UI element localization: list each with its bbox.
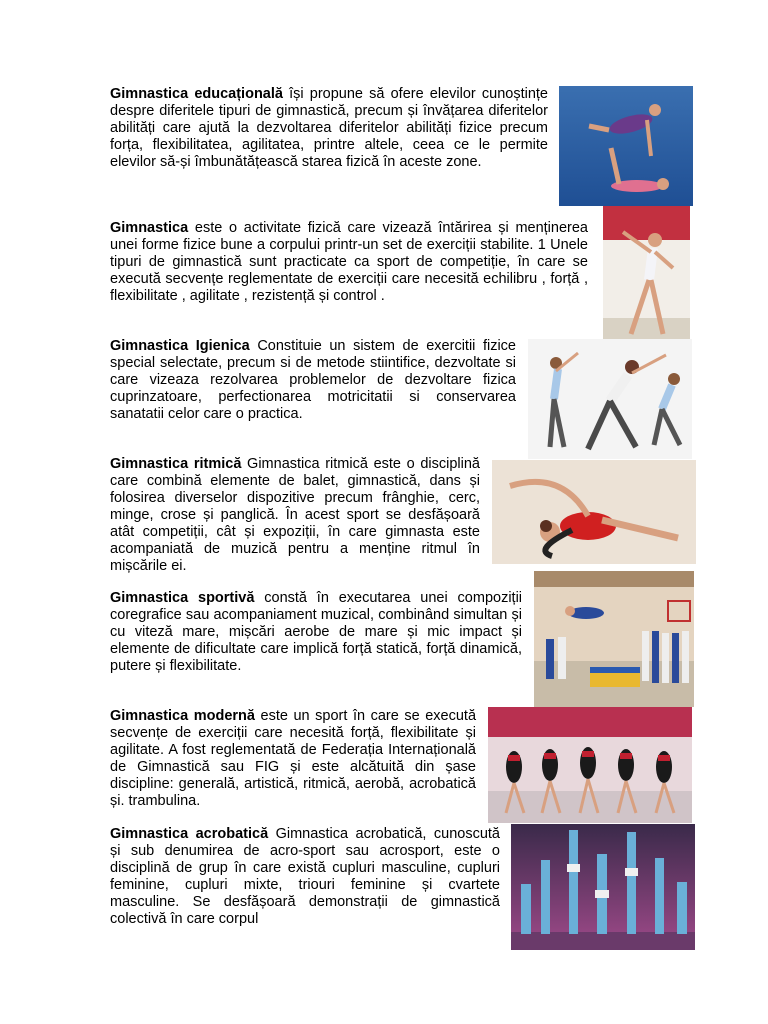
photo-acrobatic-pair — [559, 86, 693, 206]
text-sportiva: constă în executarea unei compoziții coregrafice sau acompaniament muzical, combinând simultan și cu viteză mare, mișcări aerobe de mare și mic impact și elemente de dificultate care implică forță statică, forță dinamică, putere și flexibilitate. — [110, 590, 523, 674]
photo-floor-gymnast — [603, 206, 690, 344]
heading-acrobatica: Gimnastica acrobatică — [110, 826, 269, 842]
paragraph-ritmica — [110, 456, 480, 575]
paragraph-educationala — [110, 86, 548, 171]
paragraph-moderna — [110, 708, 476, 810]
heading-educationala: Gimnastica educațională — [110, 86, 283, 102]
photo-rhythmic-gymnast — [492, 460, 696, 564]
paragraph-acrobatica — [110, 826, 500, 928]
heading-ritmica: Gimnastica ritmică — [110, 456, 242, 472]
paragraph-sportiva — [110, 590, 522, 675]
heading-sportiva: Gimnastica sportivă — [110, 590, 255, 606]
heading-moderna: Gimnastica modernă — [110, 708, 255, 724]
text-gimnastica: este o activitate fizică care vizează întărirea și menținerea unei forme fizice bune a corpului printr-un set de exerciții stabilite. 1 Unele tipuri de gimnastică sunt practicate ca sport de competiție, în care se execută secvențe reglementate de exerciții care necesită echilibru , forță , flexibilitate , agilitate , rezistență și control . — [110, 220, 588, 304]
photo-gym-team — [534, 571, 694, 707]
paragraph-igienica — [110, 338, 516, 423]
heading-igienica: Gimnastica Igienica — [110, 338, 250, 354]
text-moderna: este un sport în care se execută secvențe de exerciții care necesită forță, flexibilitate și agilitate. A fost reglementată de Federația Internațională de Gimnastică sau FIG și este alcătuită din șase discipline: generală, artistică, ritmică, aerobă, acrobatică și. trambulina. — [110, 708, 477, 809]
text-igienica: Constituie un sistem de exercitii fizice special selectate, precum si de metode stiintifice, dezvoltate si care vizeaza rezolvarea problemelor de dezvoltare fizica cuprinzatoare, perfectionarea motricitatii si conservarea sanatatii celor care o practica. — [110, 338, 516, 422]
heading-gimnastica: Gimnastica — [110, 220, 189, 236]
text-acrobatica: Gimnastica acrobatică, cunoscută și sub denumirea de acro-sport sau acrosport, este o disciplină de grup în care există cupluri masculine, cupluri feminine, cupluri mixte, triouri feminine și cvartete masculine. Se desfășoară demonstrații de gimnastică colectivă în care corpul — [110, 826, 500, 927]
photo-stretching-women — [528, 339, 692, 459]
text-ritmica: Gimnastica ritmică este o disciplină care combină elemente de balet, gimnastică, dans și folosirea diverselor dispozitive precum frânghie, cerc, minge, crose și panglică. În acest sport se desfășoară atât competiții, cât și expoziții, în care gimnasta este acompaniată de muzică pentru a menține ritmul în mișcările ei. — [110, 456, 480, 574]
text-educationala: își propune să ofere elevilor cunoștințe despre diferitele tipuri de gimnastică, precum și învățarea diferitelor abilități care ajută la dezvoltarea diferitelor abilități fizice precum forța, flexibilitatea, agilitatea, printre altele, ceea ce le permite elevilor să-și îmbunătățească starea fizică în aceste zone. — [110, 86, 548, 170]
photo-modern-group — [488, 707, 692, 823]
photo-acrobatic-towers — [511, 824, 695, 950]
paragraph-gimnastica — [110, 220, 588, 305]
